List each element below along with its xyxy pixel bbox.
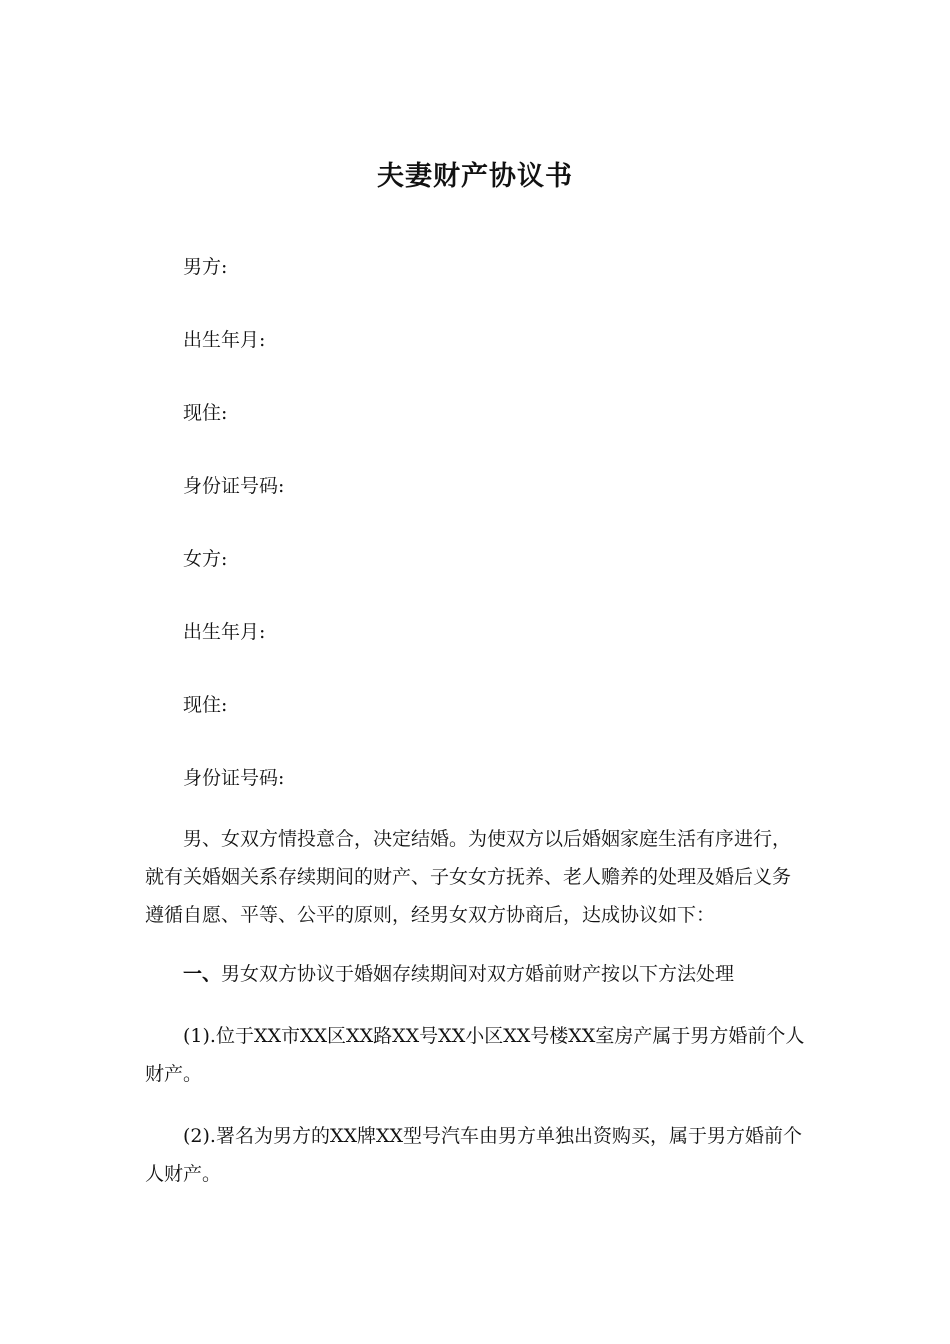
male-address-field: 现住: xyxy=(183,402,228,424)
section-1-heading xyxy=(183,961,734,987)
male-name-field: 男方: xyxy=(183,256,228,278)
intro-paragraph: 男、女双方情投意合，决定结婚。为使双方以后婚姻家庭生活有序进行，就有关婚姻关系存续期间的财产、子女女方抚养、老人赡养的处理及婚后义务遵循自愿、平等、公平的原则，经男女双方协商后，达成协议如下： xyxy=(145,828,792,926)
document-title: 夫妻财产协议书 xyxy=(377,161,573,192)
male-id-field: 身份证号码: xyxy=(183,475,285,497)
female-name-field: 女方: xyxy=(183,548,228,570)
female-address-field: 现住: xyxy=(183,694,228,716)
section-1-text: 男女双方协议于婚姻存续期间对双方婚前财产按以下方法处理 xyxy=(221,963,735,985)
item-2-paragraph: (2).署名为男方的XX牌XX型号汽车由男方单独出资购买，属于男方婚前个人财产。 xyxy=(145,1125,803,1185)
item-1-paragraph: (1).位于XX市XX区XX路XX号XX小区XX号楼XX室房产属于男方婚前个人财产。 xyxy=(145,1025,805,1085)
section-1-number: 一、 xyxy=(183,963,222,985)
male-birth-field: 出生年月: xyxy=(183,329,266,351)
female-id-field: 身份证号码: xyxy=(183,767,285,789)
female-birth-field: 出生年月: xyxy=(183,621,266,643)
